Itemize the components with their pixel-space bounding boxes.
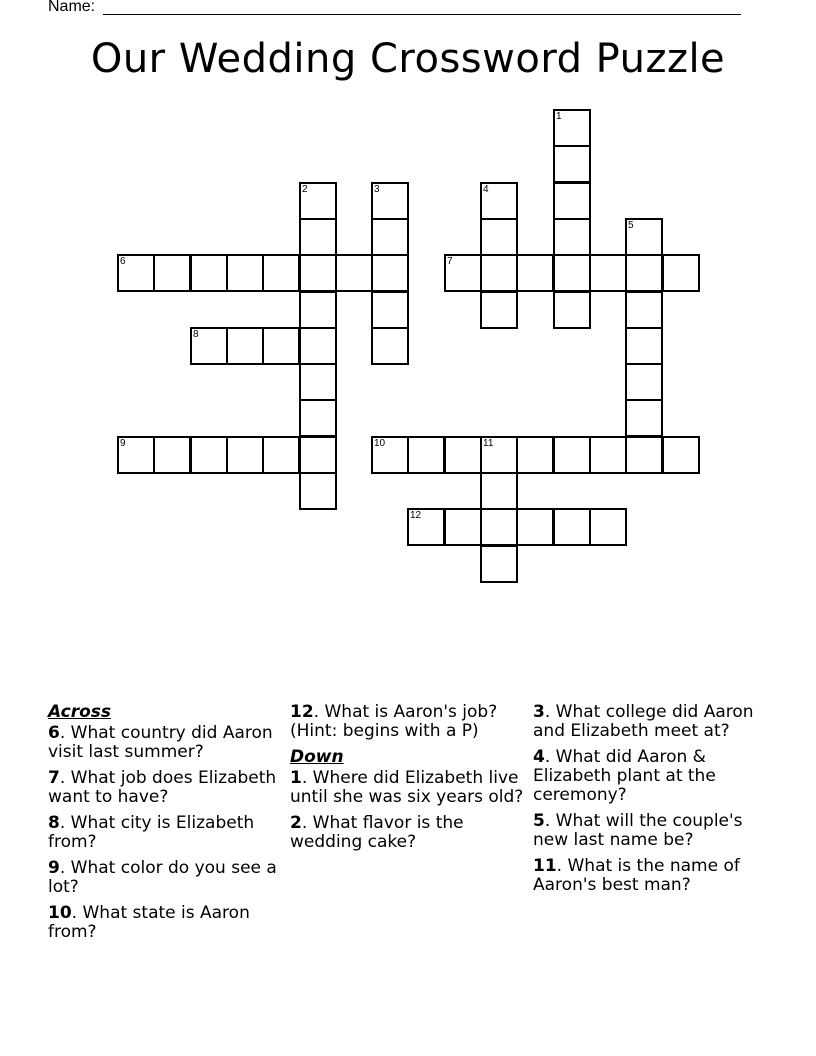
- grid-cell[interactable]: [153, 254, 191, 292]
- grid-cell[interactable]: [553, 291, 591, 329]
- grid-cell[interactable]: [625, 436, 663, 474]
- grid-cell[interactable]: [553, 508, 591, 546]
- grid-cell[interactable]: [553, 254, 591, 292]
- clue-across-12: 12. What is Aaron's job? (Hint: begins with a P): [290, 702, 498, 741]
- grid-cell[interactable]: [662, 254, 700, 292]
- clue-text: What is the name of Aaron's best man?: [533, 856, 740, 895]
- cell-number: 7: [447, 256, 453, 267]
- grid-cell[interactable]: [371, 291, 409, 329]
- clue-text: What state is Aaron from?: [48, 903, 250, 942]
- clue-column-2: [290, 703, 526, 859]
- clue-column-3: [533, 703, 769, 902]
- grid-cell[interactable]: [480, 436, 518, 474]
- grid-cell[interactable]: [625, 327, 663, 365]
- grid-cell[interactable]: [480, 218, 518, 256]
- grid-cell[interactable]: [625, 218, 663, 256]
- clue-number: 9: [48, 858, 60, 878]
- clue-across-8: 8. What city is Elizabeth from?: [48, 813, 255, 852]
- clue-across-9: 9. What color do you see a lot?: [48, 858, 277, 897]
- grid-cell[interactable]: [262, 436, 300, 474]
- grid-cell[interactable]: [516, 508, 554, 546]
- clue-number: 10: [48, 903, 72, 923]
- clue-text: What college did Aaron and Elizabeth meet at?: [533, 702, 754, 741]
- clue-text: Where did Elizabeth live until she was six years old?: [290, 768, 524, 807]
- cell-number: 6: [120, 256, 126, 267]
- grid-cell[interactable]: [625, 363, 663, 401]
- grid-cell[interactable]: [553, 218, 591, 256]
- cell-number: 5: [628, 220, 634, 231]
- cell-number: 10: [374, 438, 386, 449]
- clue-text: What will the couple's new last name be?: [533, 811, 743, 850]
- grid-cell[interactable]: [299, 363, 337, 401]
- grid-cell[interactable]: [444, 436, 482, 474]
- clue-column-1: [48, 703, 284, 949]
- clue-text: What country did Aaron visit last summer?: [48, 723, 273, 762]
- cell-number: 3: [374, 184, 380, 195]
- clue-number: 12: [290, 702, 314, 722]
- clue-text: What color do you see a lot?: [48, 858, 277, 897]
- grid-cell[interactable]: [480, 472, 518, 510]
- grid-cell[interactable]: [625, 254, 663, 292]
- grid-cell[interactable]: [299, 291, 337, 329]
- clue-down-5: 5. What will the couple's new last name be?: [533, 811, 743, 850]
- grid-cell[interactable]: [589, 254, 627, 292]
- grid-cell[interactable]: [299, 399, 337, 437]
- grid-cell[interactable]: [335, 254, 373, 292]
- grid-cell[interactable]: [371, 254, 409, 292]
- grid-cell[interactable]: [553, 145, 591, 183]
- across-heading: Across: [48, 702, 112, 722]
- clue-down-3: 3. What college did Aaron and Elizabeth meet at?: [533, 702, 754, 741]
- grid-cell[interactable]: [553, 436, 591, 474]
- cell-number: 4: [483, 184, 489, 195]
- grid-cell[interactable]: [371, 182, 409, 220]
- grid-cell[interactable]: [262, 327, 300, 365]
- grid-cell[interactable]: [480, 291, 518, 329]
- grid-cell[interactable]: [553, 182, 591, 220]
- grid-cell[interactable]: [480, 508, 518, 546]
- clue-number: 2: [290, 813, 302, 833]
- grid-cell[interactable]: [299, 436, 337, 474]
- clue-number: 8: [48, 813, 60, 833]
- grid-cell[interactable]: [299, 254, 337, 292]
- cell-number: 1: [556, 111, 562, 122]
- grid-cell[interactable]: [262, 254, 300, 292]
- puzzle-title: Our Wedding Crossword Puzzle: [90, 36, 726, 82]
- grid-cell[interactable]: [480, 545, 518, 583]
- cell-number: 8: [193, 329, 199, 340]
- grid-cell[interactable]: [516, 436, 554, 474]
- clue-down-2: 2. What flavor is the wedding cake?: [290, 813, 464, 852]
- grid-cell[interactable]: [444, 254, 482, 292]
- clue-text: What did Aaron & Elizabeth plant at the ceremony?: [533, 747, 716, 805]
- grid-cell[interactable]: [190, 436, 228, 474]
- grid-cell[interactable]: [299, 218, 337, 256]
- grid-cell[interactable]: [480, 182, 518, 220]
- grid-cell[interactable]: [589, 436, 627, 474]
- grid-cell[interactable]: [516, 254, 554, 292]
- grid-cell[interactable]: [662, 436, 700, 474]
- clue-number: 4: [533, 747, 545, 767]
- grid-cell[interactable]: [117, 436, 155, 474]
- clue-number: 7: [48, 768, 60, 788]
- grid-cell[interactable]: [190, 254, 228, 292]
- grid-cell[interactable]: [407, 508, 445, 546]
- clue-across-10: 10. What state is Aaron from?: [48, 903, 250, 942]
- grid-cell[interactable]: [299, 327, 337, 365]
- clue-number: 5: [533, 811, 545, 831]
- clue-number: 6: [48, 723, 60, 743]
- grid-cell[interactable]: [226, 254, 264, 292]
- grid-cell[interactable]: [226, 436, 264, 474]
- grid-cell[interactable]: [371, 218, 409, 256]
- clue-across-7: 7. What job does Elizabeth want to have?: [48, 768, 277, 807]
- grid-cell[interactable]: [407, 436, 445, 474]
- clue-number: 1: [290, 768, 302, 788]
- grid-cell[interactable]: [589, 508, 627, 546]
- grid-cell[interactable]: [553, 109, 591, 147]
- cell-number: 12: [410, 510, 422, 521]
- clue-text: What city is Elizabeth from?: [48, 813, 255, 852]
- clue-down-1: 1. Where did Elizabeth live until she was six years old?: [290, 768, 524, 807]
- cell-number: 9: [120, 438, 126, 449]
- grid-cell[interactable]: [226, 327, 264, 365]
- grid-cell[interactable]: [190, 327, 228, 365]
- name-label: Name:: [48, 0, 96, 15]
- clue-across-6: 6. What country did Aaron visit last summer?: [48, 723, 273, 762]
- grid-cell[interactable]: [299, 472, 337, 510]
- clue-down-11: 11. What is the name of Aaron's best man?: [533, 856, 740, 895]
- grid-cell[interactable]: [625, 399, 663, 437]
- grid-cell[interactable]: [480, 254, 518, 292]
- grid-cell[interactable]: [371, 327, 409, 365]
- grid-cell[interactable]: [444, 508, 482, 546]
- clue-text: What job does Elizabeth want to have?: [48, 768, 277, 807]
- grid-cell[interactable]: [299, 182, 337, 220]
- cell-number: 11: [483, 438, 494, 449]
- grid-cell[interactable]: [117, 254, 155, 292]
- cell-number: 2: [302, 184, 308, 195]
- clue-text: What is Aaron's job? (Hint: begins with a P): [290, 702, 498, 741]
- clue-number: 3: [533, 702, 545, 722]
- clue-number: 11: [533, 856, 557, 876]
- down-heading: Down: [290, 747, 344, 767]
- clue-down-4: 4. What did Aaron & Elizabeth plant at the ceremony?: [533, 747, 716, 805]
- grid-cell[interactable]: [371, 436, 409, 474]
- clue-text: What flavor is the wedding cake?: [290, 813, 464, 852]
- grid-cell[interactable]: [153, 436, 191, 474]
- grid-cell[interactable]: [625, 291, 663, 329]
